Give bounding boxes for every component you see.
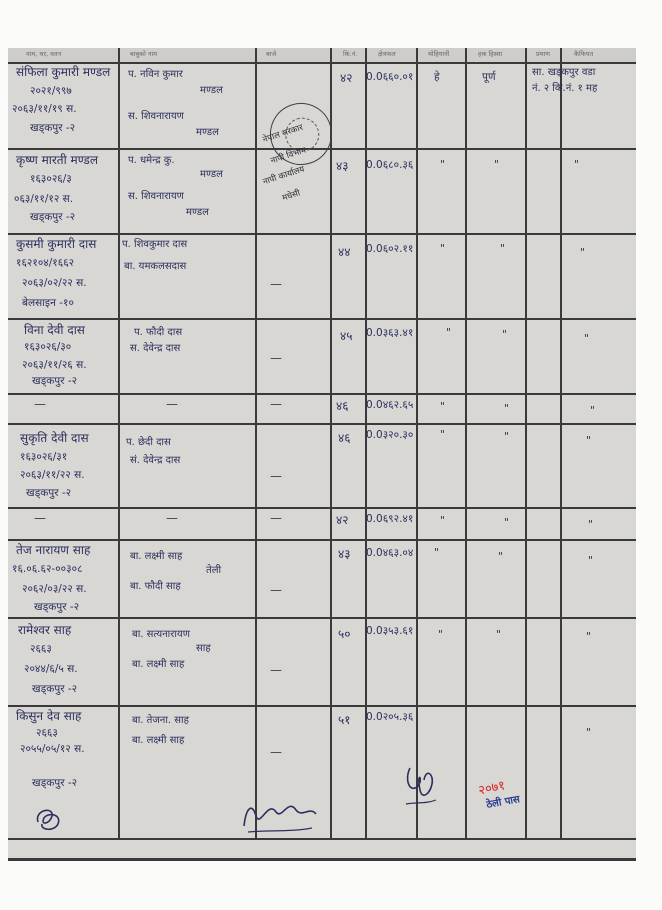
father-name: प. शिवकुमार दास (122, 239, 188, 250)
issue-date: २०६३/०२/२२ स. (22, 277, 87, 289)
issue-date: २०६३/११/२२ स. (20, 469, 85, 481)
row-divider (8, 393, 636, 395)
share-value: " (504, 517, 509, 529)
sheet-bottom-edge (8, 858, 636, 861)
area-value: 0.0३५३.६१ (366, 625, 414, 637)
father-name: प. नविन कुमार (128, 69, 183, 80)
seal-text: नेपाल सरकार (261, 122, 305, 146)
address: खड्कपुर -२ (32, 777, 78, 789)
column-divider (465, 48, 467, 840)
remarks: " (574, 159, 579, 171)
owner-name: रामेश्वर साह (18, 623, 72, 637)
issue-date: २०६३/११/१९ स. (12, 103, 77, 115)
column-divider (330, 48, 332, 840)
plot-number: ४६ (336, 399, 349, 413)
row-divider (8, 705, 636, 707)
father-name: बा. लक्ष्मी साह (130, 551, 183, 562)
area-value: 0.0६९२.४१ (366, 513, 414, 525)
plot-number: ४६ (338, 431, 351, 445)
row-divider (8, 62, 636, 64)
issue-date: ०६३/११/१२ स. (14, 193, 74, 205)
issue-date: २०४४/६/५ स. (24, 663, 78, 675)
header-grandfather: बाजे (266, 50, 277, 58)
owner-name: संफिला कुमारी मण्डल (16, 65, 111, 79)
plot-number: ५० (338, 627, 351, 641)
grandfather-name: बा. लक्ष्मी साह (132, 659, 185, 670)
row-divider (8, 233, 636, 235)
plot-number: ४४ (338, 245, 351, 259)
remarks: " (586, 435, 591, 447)
area-unit: " (440, 159, 445, 171)
column-divider (255, 48, 257, 840)
column-divider (560, 48, 562, 840)
red-date-stamp: २०७१ (477, 778, 507, 799)
remarks: " (590, 405, 595, 417)
address: बेलसाइन -१० (22, 297, 74, 309)
share-value: " (498, 551, 503, 563)
grandfather-name: बा. फौदी साह (130, 581, 181, 592)
grandfather-empty: — (270, 277, 282, 291)
citizenship-number: १६३०२६/३० (24, 341, 72, 353)
father-empty: — (166, 397, 178, 411)
remarks-line: नं. २ कि.नं. १ मह (532, 83, 598, 94)
address: खड्कपुर -२ (30, 211, 76, 223)
citizenship-number: १६३०२६/३१ (20, 451, 68, 463)
area-value: 0.0४६३.०४ (366, 547, 414, 559)
owner-name: कुसमी कुमारी दास (16, 237, 97, 251)
area-unit: " (440, 401, 445, 413)
area-value: 0.0६८०.३६ (366, 159, 414, 171)
remarks-line: सा. खड्कपुर वडा (532, 67, 596, 78)
table-header (8, 48, 636, 62)
signature (400, 760, 440, 812)
owner-name: तेज नारायण साह (16, 543, 91, 557)
share-value: " (496, 629, 501, 641)
header-share: हक हिस्सा (478, 50, 503, 58)
seal-text: नापी कार्यालय (261, 164, 306, 188)
blue-approval-stamp: ठेली पास (485, 794, 521, 811)
remarks: " (588, 519, 593, 531)
father-name: बा. तेजना. साह (132, 715, 189, 726)
plot-number: ४५ (340, 329, 353, 343)
remarks: " (584, 333, 589, 345)
area-value: 0.0६६०.०१ (366, 71, 414, 83)
issue-date: २०६२/०३/२२ स. (22, 583, 87, 595)
owner-name: सुकृति देवी दास (20, 431, 89, 445)
grandfather-empty: — (270, 583, 282, 597)
owner-name: विना देवी दास (24, 323, 85, 337)
header-name: नाम, थर, वतन (26, 50, 62, 58)
area-value: 0.0३२०.३० (366, 429, 414, 441)
citizenship-number: २०२१/९९७ (30, 85, 72, 97)
grandfather-empty: — (270, 511, 282, 525)
grandfather-empty: — (270, 397, 282, 411)
header-tenant: मोहियानी (428, 50, 450, 58)
signature (238, 788, 320, 838)
grandfather-name: स. शिवनारायण (128, 111, 184, 122)
row-divider (8, 423, 636, 425)
column-divider (416, 48, 418, 840)
seal-text: मधेसी (281, 188, 302, 204)
citizenship-number: १६.०६.६२-००३०८ (12, 563, 83, 575)
father-empty: — (166, 511, 178, 525)
seal-text: नापी विभाग (269, 145, 308, 167)
citizenship-number: १६३०२६/३ (30, 173, 72, 185)
father-surname: मण्डल (200, 169, 223, 180)
area-value: 0.0३६३.४१ (366, 327, 414, 339)
grandfather-name: सं. देवेन्द्र दास (130, 455, 181, 466)
citizenship-number: २६६३ (30, 643, 52, 655)
land-register-sheet (8, 48, 636, 860)
owner-name: कृष्ण मारती मण्डल (16, 153, 98, 167)
header-father: बाबुको नाम (130, 50, 158, 58)
father-caste: तेली (206, 565, 222, 576)
issue-date: २०६३/११/२६ स. (22, 359, 87, 371)
address: खड्कपुर -२ (32, 683, 78, 695)
area-value: 0.0४६२.६५ (366, 399, 414, 411)
row-divider (8, 617, 636, 619)
address: खड्कपुर -२ (30, 122, 76, 134)
father-name: प. फौदी दास (134, 327, 183, 338)
address: खड्कपुर -२ (32, 375, 78, 387)
header-remarks: कैफियत (574, 50, 594, 58)
row-divider (8, 318, 636, 320)
header-proof: प्रमाण (536, 50, 550, 58)
father-name: बा. सत्यनारायण (132, 629, 190, 640)
grandfather-name: स. शिवनारायण (128, 191, 184, 202)
column-divider (118, 48, 120, 840)
area-unit: " (438, 629, 443, 641)
share-value: " (502, 329, 507, 341)
grandfather-name: बा. लक्ष्मी साह (132, 735, 185, 746)
row-divider (8, 539, 636, 541)
table-bottom-line (8, 838, 636, 840)
area-value: 0.0६०२.११ (366, 243, 414, 255)
row-divider (8, 507, 636, 509)
header-area: क्षेत्रफल (378, 50, 396, 58)
area-unit: " (446, 327, 451, 339)
area-unit: " (440, 243, 445, 255)
area-unit: " (440, 515, 445, 527)
area-unit: " (440, 429, 445, 441)
father-surname: साह (196, 643, 211, 654)
father-surname: मण्डल (200, 85, 223, 96)
address: खड्कपुर -२ (26, 487, 72, 499)
plot-number: ५१ (338, 713, 351, 727)
remarks: " (586, 727, 591, 739)
issue-date: २०५५/०५/१२ स. (20, 743, 85, 755)
address: खड्कपुर -२ (34, 601, 80, 613)
grandfather-surname: मण्डल (196, 127, 219, 138)
area-unit: " (434, 547, 439, 559)
father-name: प. छेदी दास (126, 437, 171, 448)
grandfather-surname: मण्डल (186, 207, 209, 218)
owner-empty: — (34, 397, 46, 411)
header-plot: कि.नं. (343, 50, 358, 58)
column-divider (525, 48, 527, 840)
grandfather-empty: — (270, 351, 282, 365)
grandfather-empty: — (270, 469, 282, 483)
citizenship-number: २६६३ (36, 727, 58, 739)
owner-empty: — (34, 511, 46, 525)
grandfather-empty: — (270, 663, 282, 677)
grandfather-empty: — (270, 745, 282, 759)
plot-number: ४२ (336, 513, 349, 527)
grandfather-name: बा. यमकलसदास (124, 261, 187, 272)
share-value: " (504, 403, 509, 415)
remarks: " (580, 247, 585, 259)
share-value: " (494, 159, 499, 171)
share-value: " (500, 243, 505, 255)
father-name: प. धमेन्द्र कु. (128, 155, 175, 166)
grandfather-name: स. देवेन्द्र दास (130, 343, 181, 354)
plot-number: ४२ (340, 71, 353, 85)
area-unit: हे (434, 71, 440, 83)
citizenship-number: १६२१०४/१६६२ (16, 257, 75, 269)
owner-name: किसुन देव साह (16, 709, 82, 723)
share-value: पूर्ण (482, 71, 496, 83)
signature-initials (30, 800, 70, 834)
share-value: " (504, 431, 509, 443)
plot-number: ४३ (336, 159, 349, 173)
area-value: 0.0२०५.३६ (366, 711, 414, 723)
remarks: " (588, 555, 593, 567)
plot-number: ४३ (338, 547, 351, 561)
remarks: " (586, 631, 591, 643)
